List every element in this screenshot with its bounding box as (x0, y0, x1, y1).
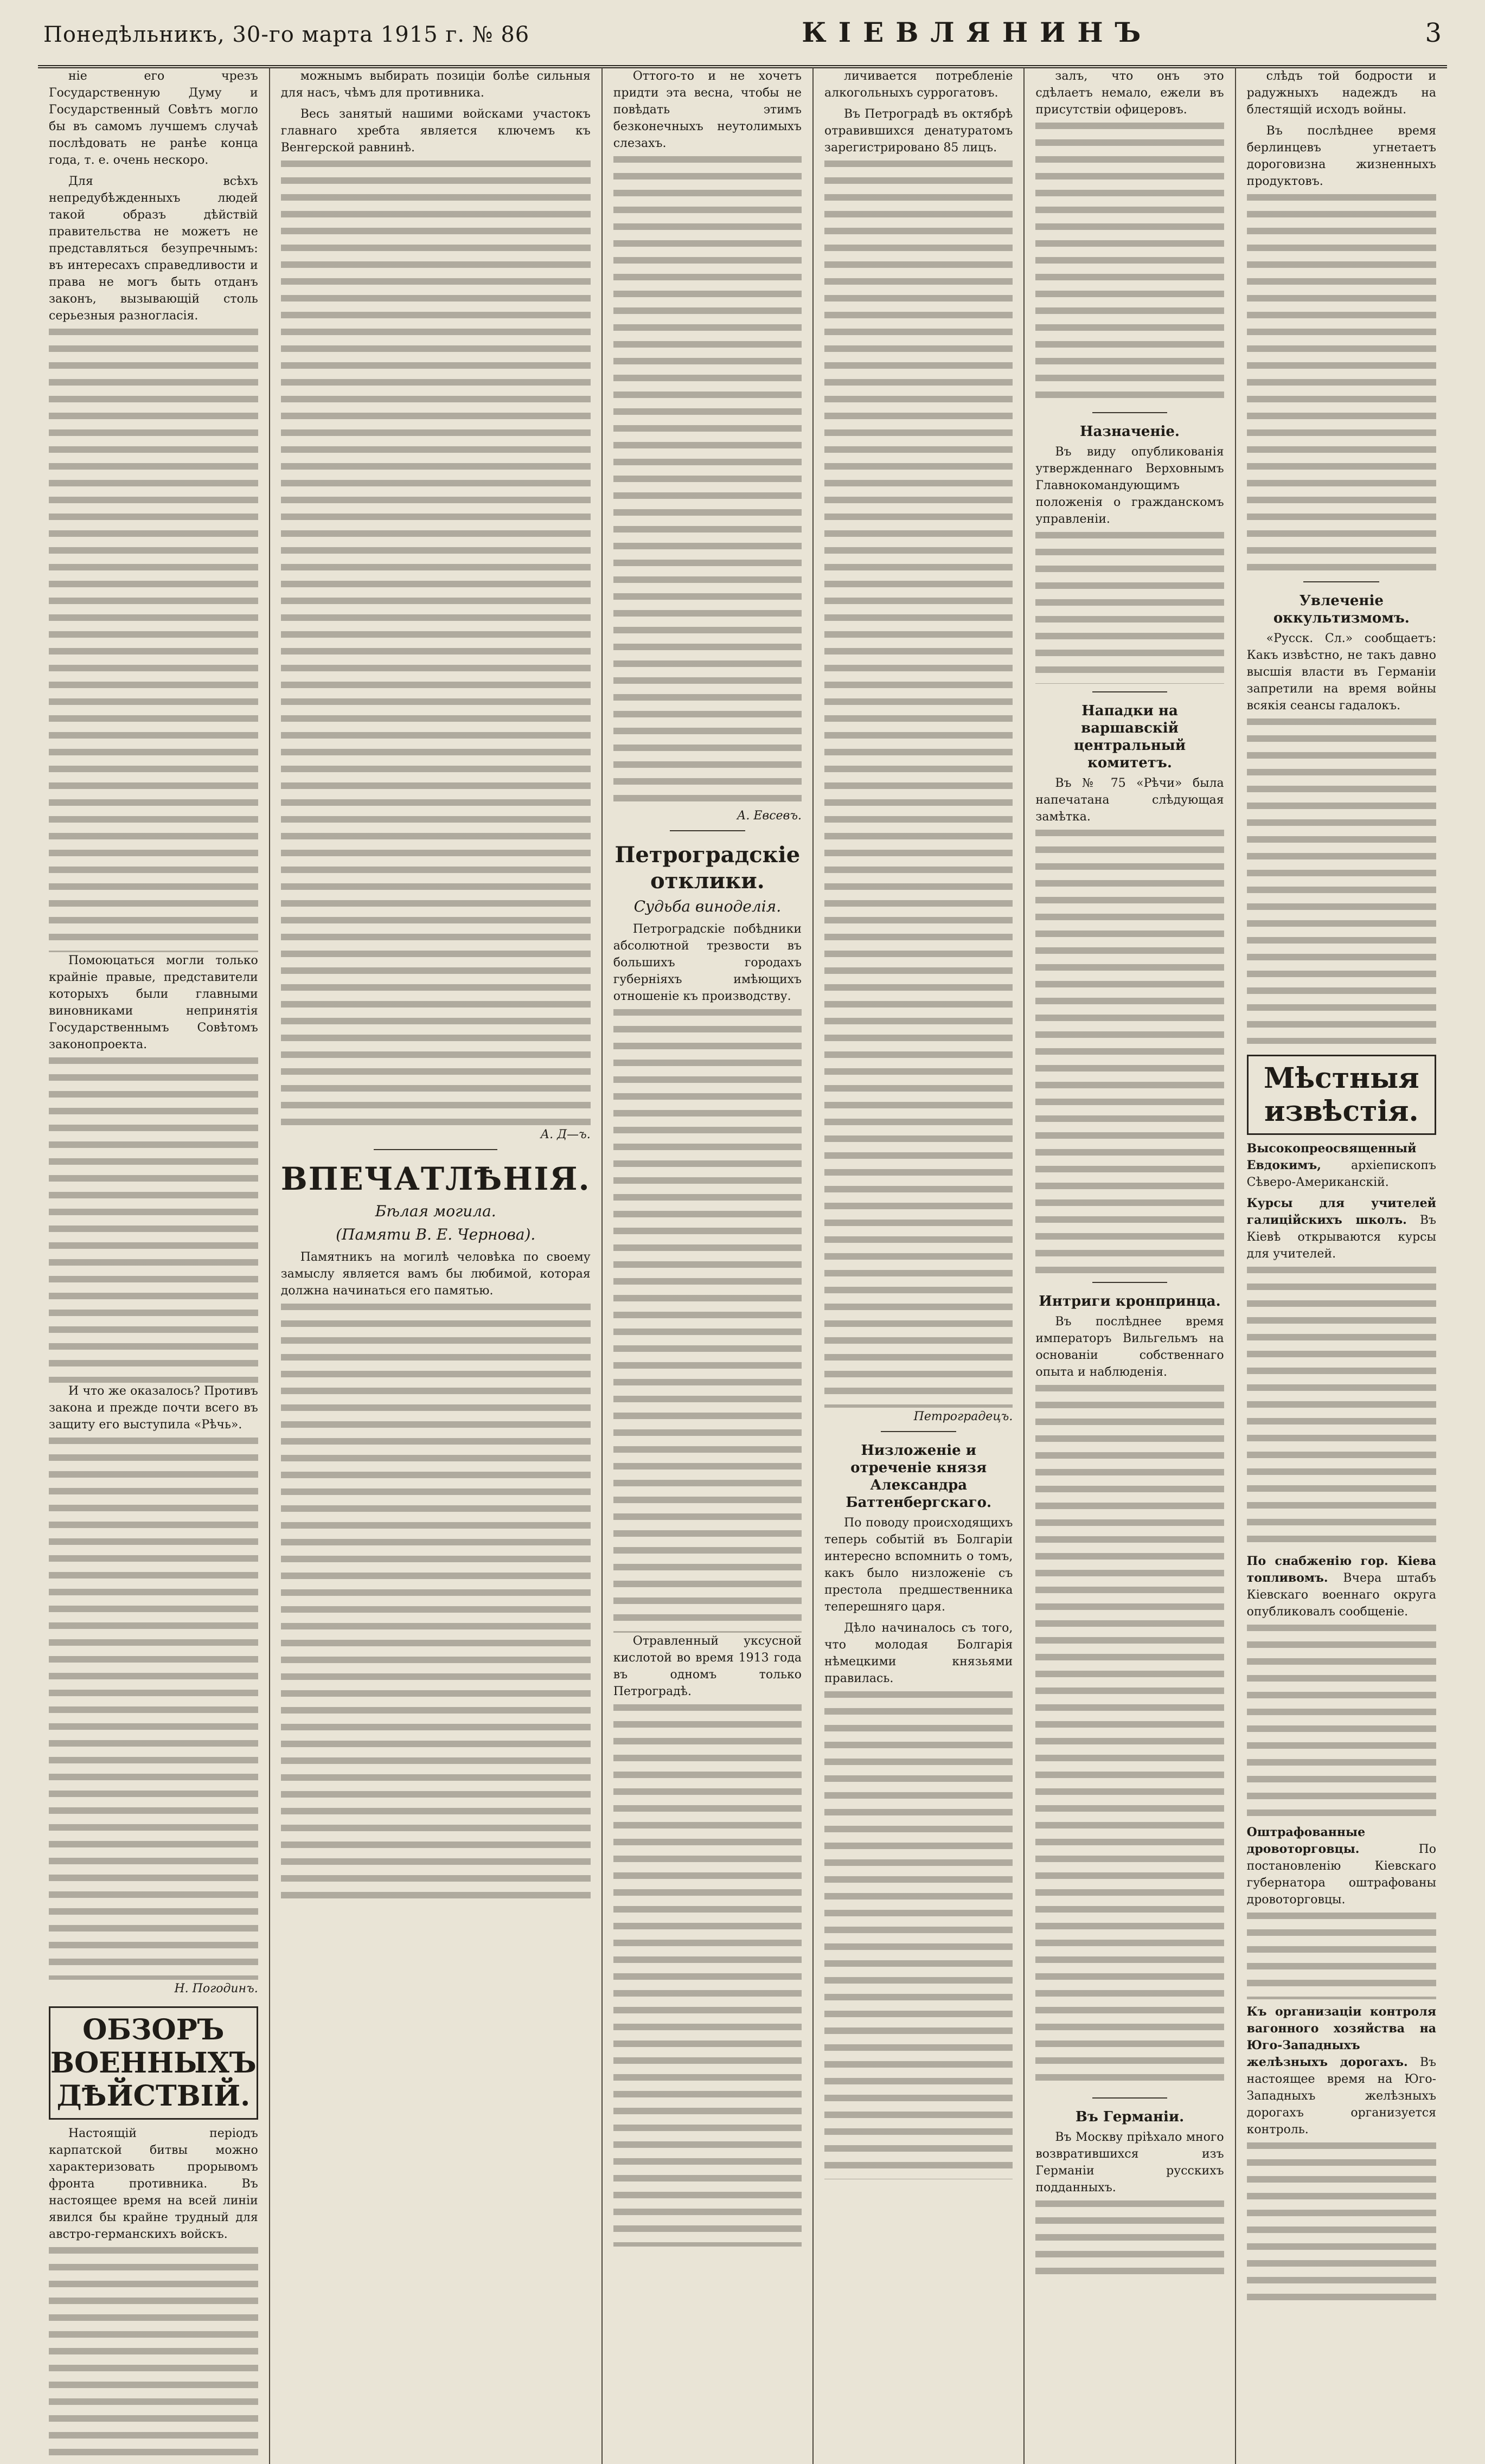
news-item-title: По снабженію гор. Кіева топливомъ. (1246, 1554, 1436, 1585)
article-text: Для всѣхъ непредубѣжденныхъ людей такой образъ дѣйствій правительства не можетъ не представляться безупречнымъ: въ интересахъ справедливости и права не могъ быть отданъ законъ, вызывающій столь серьезныя разногласія. (49, 175, 258, 323)
text-block (613, 156, 802, 807)
headline-naznachenie: Назначеніе. (1080, 424, 1180, 440)
article-text: И что же оказалось? Противъ закона и прежде почти всего въ защиту его выступила «Рѣчь». (49, 1384, 258, 1432)
headline-mestnye-izvestiya: Мѣстныя извѣстія. (1247, 1055, 1436, 1135)
article-text: Дѣло начиналось съ того, что молодая Болгарія нѣмецкими князьями правилась. (824, 1621, 1013, 1685)
news-item-text: Вчера штабъ Кіевскаго военнаго округа опубликовалъ сообщеніе. (1246, 1571, 1437, 1619)
article-text: Въ Петроградѣ въ октябрѣ отравившихся денатуратомъ зарегистрировано 85 лицъ. (824, 107, 1013, 155)
news-item-title: Высокопреосвященный Евдокимъ, (1246, 1141, 1417, 1172)
column-2 (270, 68, 603, 2464)
article-text: слѣдъ той бодрости и радужныхъ надеждъ на блестящій исходъ войны. (1246, 69, 1436, 117)
text-block (1247, 194, 1436, 574)
article-text: «Русск. Сл.» сообщаетъ: Какъ извѣстно, не такъ давно высшія власти въ Германіи запретили на время войны всякія сеансы гадалокъ. (1246, 632, 1436, 713)
text-block (49, 2247, 258, 2464)
article-text: Въ № 75 «Рѣчи» была напечатана слѣдующая замѣтка. (1035, 777, 1224, 824)
author-signature: Н. Погодинъ. (174, 1982, 258, 1995)
news-item (1247, 1824, 1436, 1908)
article-text: Въ виду опубликованія утвержденнаго Верховнымъ Главнокомандующимъ положенія о гражданскомъ управленіи. (1035, 445, 1224, 526)
text-block (824, 1691, 1013, 2179)
subheadline: (Памяти В. Е. Чернова). (336, 1225, 536, 1243)
text-block (1247, 718, 1436, 1044)
issue-date: Понедѣльникъ, 30-го марта 1915 г. № 86 (43, 22, 530, 47)
article-text: По поводу происходящихъ теперь событій въ Болгаріи интересно вспомнить о томъ, какъ было низложеніе съ престола предшественника теперешняго царя. (824, 1516, 1013, 1614)
news-item-text: Въ настоящее время на Юго-Западныхъ желѣзныхъ дорогахъ организуется контроль. (1246, 2056, 1437, 2136)
article-text: Помоюцаться могли только крайніе правые, представители которыхъ были главными виновниками непринятія Государственнымъ Совѣтомъ законопроекта. (49, 954, 258, 1051)
text-block (1035, 2200, 1224, 2282)
text-block (1035, 1385, 1224, 2090)
text-block (49, 329, 258, 952)
news-item (1247, 1195, 1436, 1262)
divider (374, 1149, 497, 1150)
text-block (49, 1438, 258, 1980)
news-item (1247, 2004, 1436, 2138)
article-text: Настоящій періодъ карпатской битвы можно характеризовать прорывомъ фронта противника. Въ настоящее время на всей линіи явился бы крайне трудный для австро-германскихъ войскъ. (49, 2127, 258, 2241)
article-text: залъ, что онъ это сдѣлаетъ немало, ежели въ присутствіи офицеровъ. (1035, 69, 1224, 117)
subheadline: Судьба виноделія. (633, 897, 782, 915)
author-signature: А. Евсевъ. (737, 809, 802, 823)
article-text: можнымъ выбирать позиціи болѣе сильныя для насъ, чѣмъ для противника. (280, 69, 591, 100)
columns (38, 68, 1447, 2241)
article-text: Весь занятый нашими войсками участокъ главнаго хребта является ключемъ къ Венгерской равнинѣ. (280, 107, 591, 155)
article-text: Въ Москву пріѣхало много возвратившихся изъ Германіи русскихъ подданныхъ. (1035, 2131, 1224, 2194)
news-item-text: По постановленію Кіевскаго губернатора оштрафованы дровоторговцы. (1246, 1843, 1436, 1907)
article-text: Въ послѣднее время императоръ Вильгельмъ на основаніи собственнаго опыта и наблюденія. (1035, 1315, 1224, 1379)
headline-obzor: ОБЗОРЪ ВОЕННЫХЪ ДѢЙСТВІЙ. (49, 2006, 258, 2120)
article-text: Памятникъ на могилѣ человѣка по своему замыслу является вамъ бы любимой, которая должна начинаться его памятью. (280, 1250, 591, 1298)
article-text: Въ послѣднее время берлинцевъ угнетаетъ дороговизна жизненныхъ продуктовъ. (1246, 124, 1436, 188)
column-5 (1025, 68, 1236, 2464)
news-item (1247, 1553, 1436, 1620)
text-block (613, 1704, 802, 2247)
news-item-text: архіепископъ Сѣверо-Американскій. (1246, 1159, 1436, 1189)
divider (670, 830, 745, 831)
column-6 (1236, 68, 1447, 2464)
headline-vpechatleniya: ВПЕЧАТЛѢНІЯ. (280, 1160, 591, 1197)
news-item-text: Въ Кіевѣ открываются курсы для учителей. (1246, 1214, 1436, 1261)
subheadline: Бѣлая могила. (375, 1202, 496, 1220)
article-text: Петроградскіе побѣдники абсолютной трезвости въ большихъ городахъ губерніяхъ имѣющихъ отношеніе къ производству. (613, 922, 802, 1003)
text-block (824, 161, 1013, 1408)
text-block (1035, 830, 1224, 1274)
text-block (1247, 1913, 1436, 1999)
divider (1092, 691, 1168, 692)
headline-napadki: Нападки на варшавскій центральный комитетъ. (1073, 703, 1186, 771)
text-block (281, 1304, 591, 1900)
article-text: ніе его чрезъ Государственную Думу и Государственный Совѣтъ могло бы въ самомъ лучшемъ случаѣ послѣдовать не ранѣе конца года, т. е. очень нескоро. (49, 69, 258, 167)
divider (1303, 581, 1379, 582)
news-item-title: Оштрафованные дровоторговцы. (1246, 1825, 1366, 1856)
text-block (49, 1057, 258, 1383)
text-block (1247, 1625, 1436, 1820)
article-text: личивается потребленіе алкогольныхъ суррогатовъ. (824, 69, 1013, 100)
page-number: 3 (1425, 18, 1442, 48)
article-text: Оттого-то и не хочетъ придти эта весна, чтобы не повѣдать этимъ безконечныхъ неутолимыхъ слезахъ. (613, 69, 802, 150)
headline-nizlozhenie: Низложеніе и отреченіе князя Александра Баттенбергскаго. (846, 1442, 991, 1511)
headline-okkultizm: Увлеченіе оккультизмомъ. (1273, 593, 1410, 626)
text-block (1035, 532, 1224, 684)
author-signature: Петроградецъ. (913, 1410, 1013, 1423)
text-block (1035, 123, 1224, 405)
newspaper-title: КІЕВЛЯНИНЪ (802, 16, 1153, 48)
text-block (281, 161, 591, 1126)
headline-intrigi: Интриги кронпринца. (1039, 1293, 1221, 1310)
news-item-title: Курсы для учителей галиційскихъ школъ. (1246, 1196, 1436, 1227)
headline-petrogradskie: Петроградскіе отклики. (615, 842, 801, 894)
text-block (1247, 1267, 1436, 1549)
column-4 (814, 68, 1025, 2464)
column-3 (603, 68, 814, 2464)
text-block (613, 1009, 802, 1633)
text-block (1247, 2142, 1436, 2305)
divider (1092, 412, 1168, 413)
author-signature: А. Д—ъ. (540, 1128, 591, 1141)
news-item (1247, 1140, 1436, 1191)
divider (1092, 1282, 1168, 1283)
news-item-title: Къ организаціи контроля вагонного хозяйства на Юго-Западныхъ желѣзныхъ дорогахъ. (1246, 2005, 1436, 2069)
headline-v-germanii: Въ Германіи. (1075, 2109, 1185, 2125)
divider (1092, 2097, 1168, 2099)
column-1 (38, 68, 270, 2464)
masthead (38, 16, 1447, 68)
article-text: Отравленный уксусной кислотой во время 1913 года въ одномъ только Петроградѣ. (613, 1634, 802, 1698)
divider (881, 1431, 956, 1432)
